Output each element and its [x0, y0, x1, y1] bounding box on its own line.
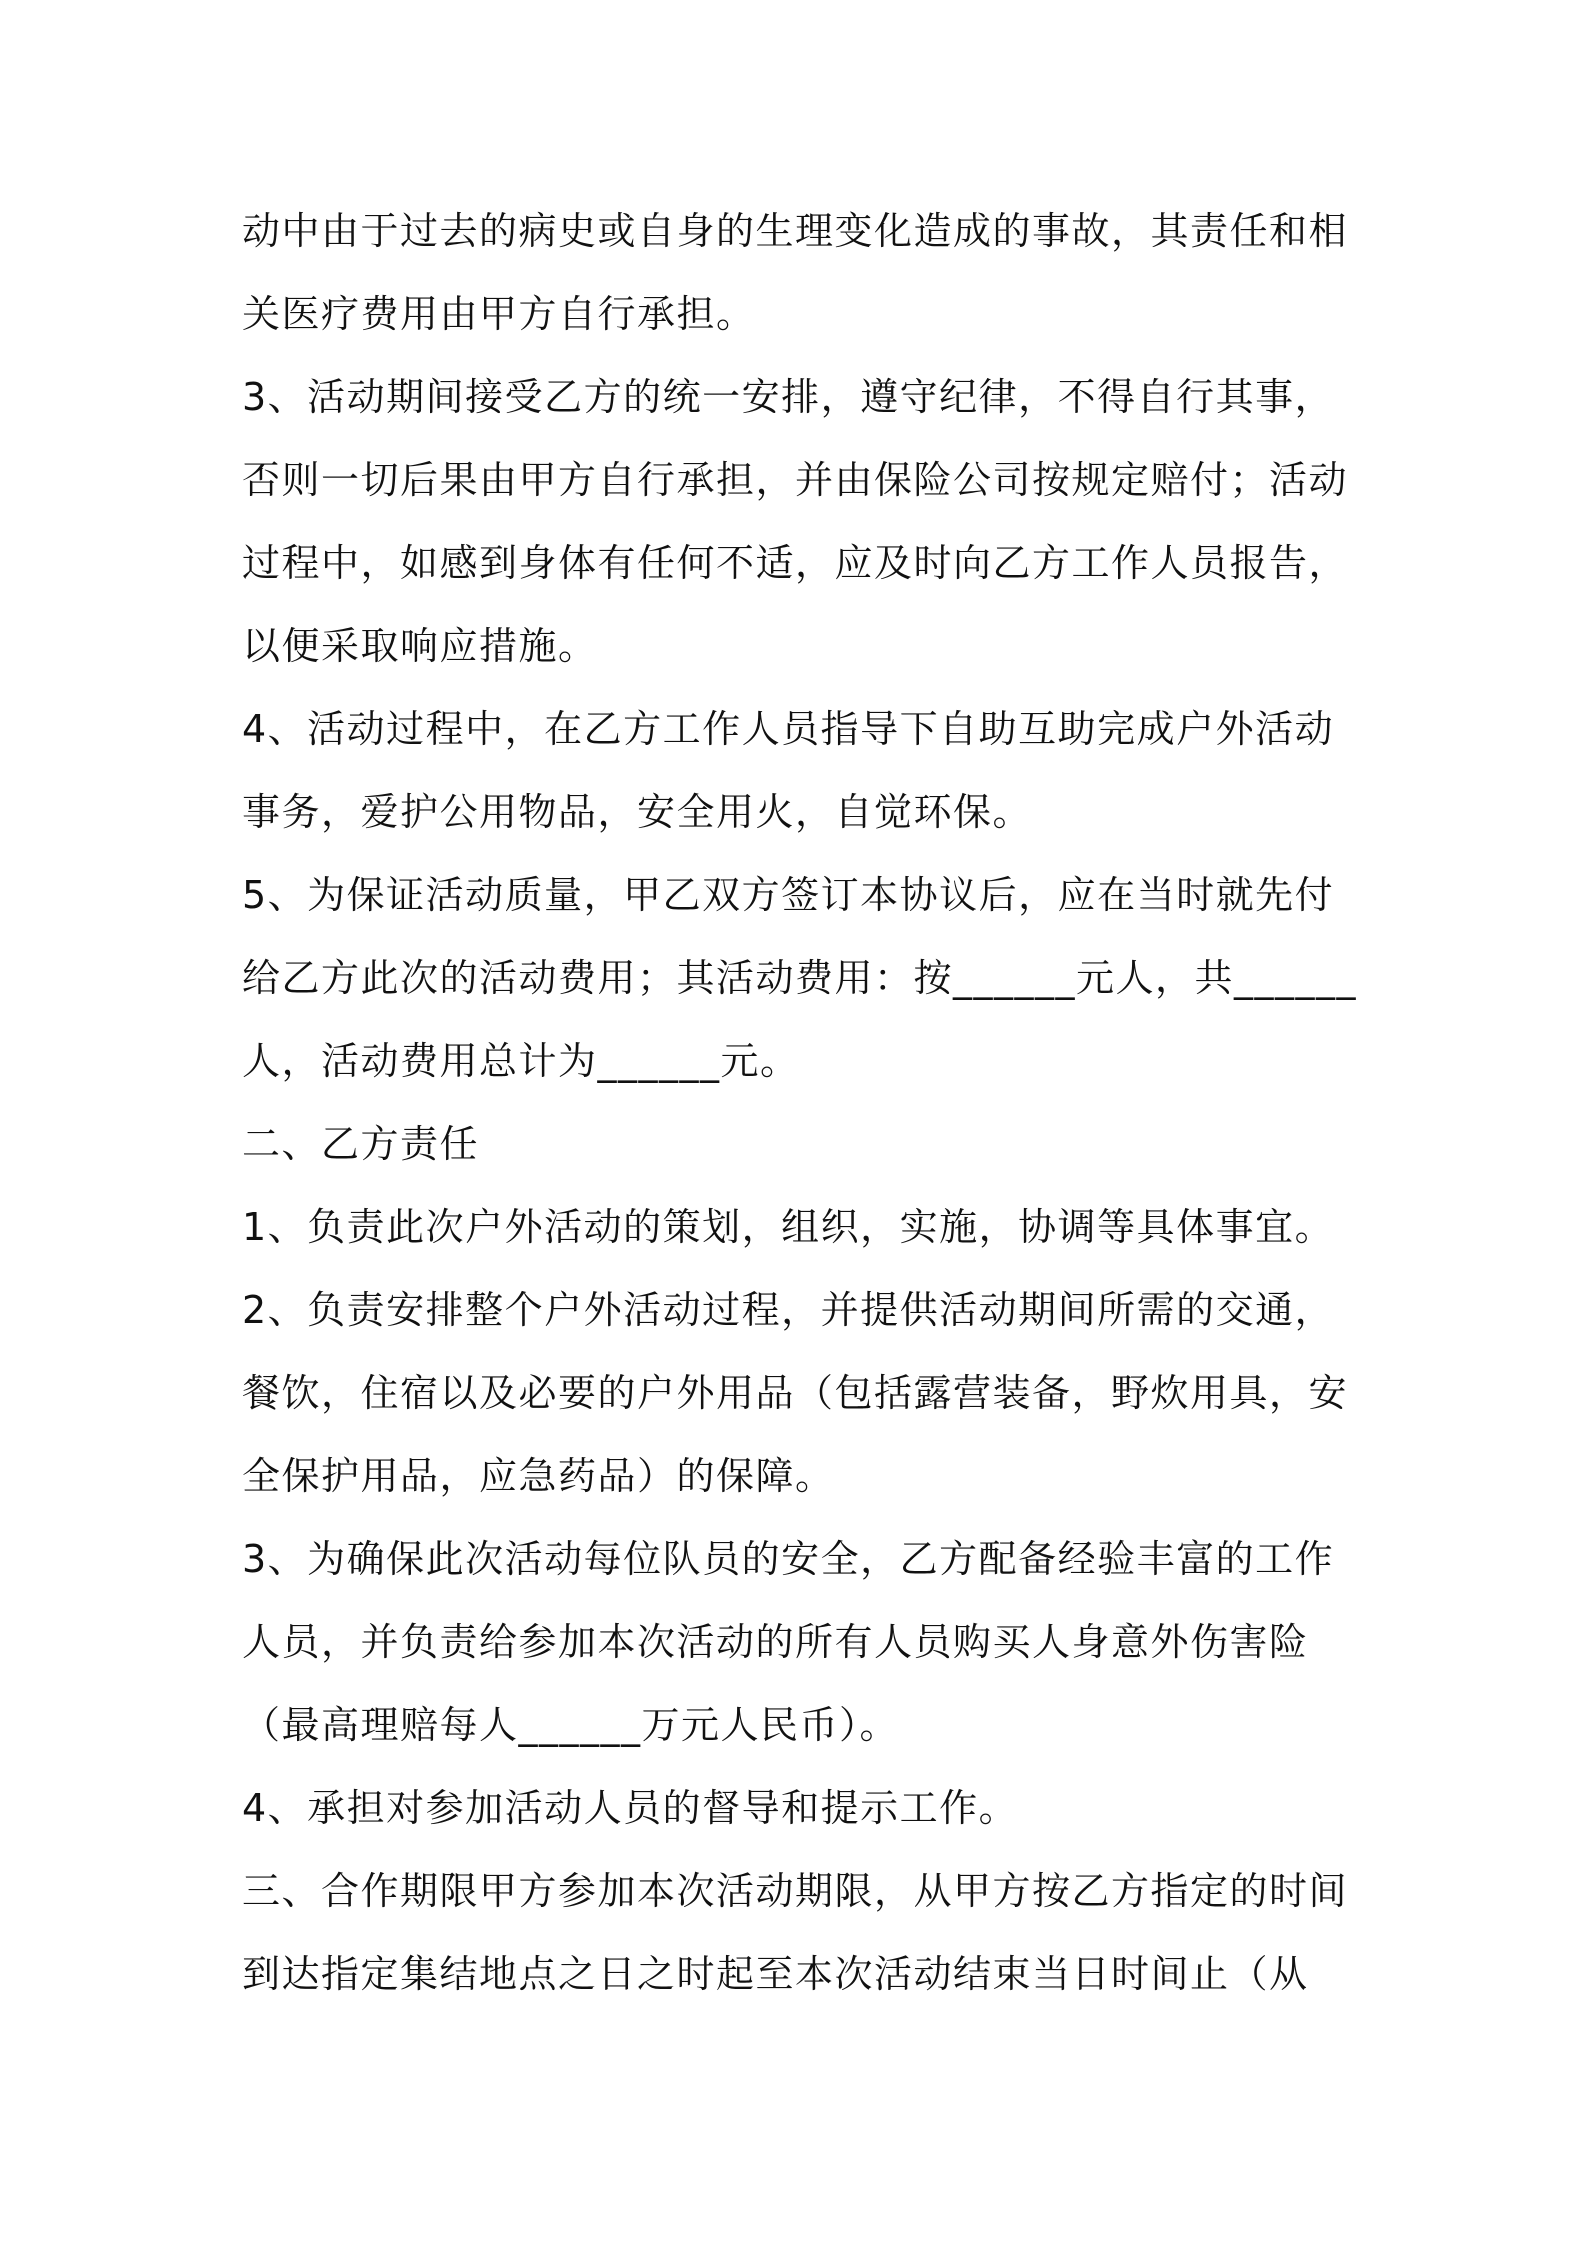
paragraph-line: 人，活动费用总计为______元。 [242, 1039, 800, 1083]
paragraph-line: 5、为保证活动质量，甲乙双方签订本协议后，应在当时就先付 [242, 873, 1335, 917]
paragraph-line: 3、活动期间接受乙方的统一安排，遵守纪律，不得自行其事， [242, 375, 1335, 419]
paragraph-line: 给乙方此次的活动费用；其活动费用：按______元人，共______ [242, 956, 1358, 1000]
paragraph-line: 到达指定集结地点之日之时起至本次活动结束当日时间止（从 [242, 1952, 1309, 1996]
paragraph-line: 过程中，如感到身体有任何不适，应及时向乙方工作人员报告， [242, 541, 1349, 585]
paragraph-line: 4、活动过程中，在乙方工作人员指导下自助互助完成户外活动 [242, 707, 1335, 751]
paragraph-line: 3、为确保此次活动每位队员的安全，乙方配备经验丰富的工作 [242, 1537, 1335, 1581]
paragraph-line: 以便采取响应措施。 [242, 624, 598, 668]
paragraph-line: 动中由于过去的病史或自身的生理变化造成的事故，其责任和相 [242, 209, 1349, 253]
paragraph-line: 2、负责安排整个户外活动过程，并提供活动期间所需的交通， [242, 1288, 1335, 1332]
paragraph-line: 关医疗费用由甲方自行承担。 [242, 292, 756, 336]
paragraph-line: 餐饮，住宿以及必要的户外用品（包括露营装备，野炊用具，安 [242, 1371, 1349, 1415]
paragraph-line: 事务，爱护公用物品，安全用火，自觉环保。 [242, 790, 1033, 834]
section-heading: 三、合作期限甲方参加本次活动期限，从甲方按乙方指定的时间 [242, 1869, 1349, 1913]
paragraph-line: 否则一切后果由甲方自行承担，并由保险公司按规定赔付；活动 [242, 458, 1349, 502]
paragraph-line: （最高理赔每人______万元人民币）。 [242, 1703, 900, 1747]
paragraph-line: 全保护用品，应急药品）的保障。 [242, 1454, 835, 1498]
section-heading: 二、乙方责任 [242, 1122, 480, 1166]
paragraph-line: 4、承担对参加活动人员的督导和提示工作。 [242, 1786, 1019, 1830]
document-body [242, 190, 1357, 2016]
paragraph-line: 人员，并负责给参加本次活动的所有人员购买人身意外伤害险 [242, 1620, 1309, 1664]
paragraph-line: 1、负责此次户外活动的策划，组织，实施，协调等具体事宜。 [242, 1205, 1335, 1249]
